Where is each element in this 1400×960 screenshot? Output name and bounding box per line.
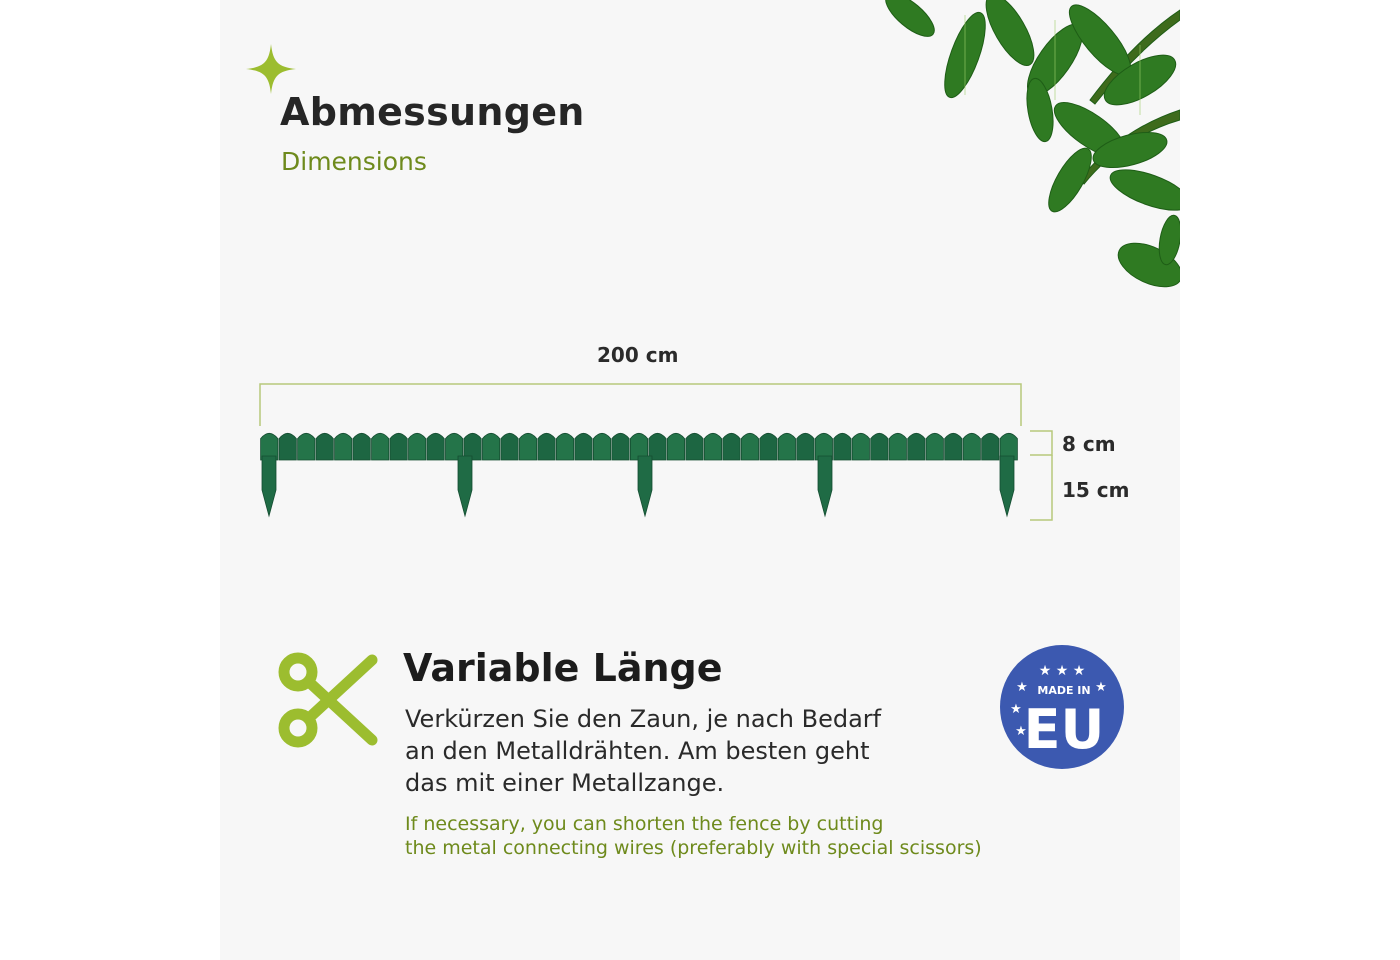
fence-stake xyxy=(262,456,276,516)
fence-picket xyxy=(519,433,536,460)
fence-picket xyxy=(926,433,943,460)
fence-picket xyxy=(778,433,795,460)
fence-picket xyxy=(612,433,629,460)
fence-picket xyxy=(575,433,592,460)
fence-picket xyxy=(963,433,980,460)
fence-picket xyxy=(372,433,389,460)
width-label: 200 cm xyxy=(597,343,679,367)
height-stake-label: 15 cm xyxy=(1062,478,1130,502)
fence-picket xyxy=(390,433,407,460)
svg-text:★: ★ xyxy=(1016,680,1028,695)
fence-stake xyxy=(638,456,652,516)
fence-picket xyxy=(945,433,962,460)
made-in-eu-badge xyxy=(1000,645,1124,769)
feature-description-de-line: an den Metalldrähten. Am besten geht xyxy=(405,737,870,765)
fence-picket xyxy=(908,433,925,460)
feature-description-de-line: das mit einer Metallzange. xyxy=(405,769,725,797)
fence-picket xyxy=(741,433,758,460)
badge-line1: MADE IN xyxy=(1037,684,1091,697)
fence-stake xyxy=(818,456,832,516)
fence xyxy=(261,433,1018,516)
svg-text:★ ★ ★: ★ ★ ★ xyxy=(1038,663,1086,679)
page-subtitle: Dimensions xyxy=(281,147,427,176)
svg-text:★: ★ xyxy=(1095,680,1107,695)
fence-picket xyxy=(593,433,610,460)
svg-text:★: ★ xyxy=(1010,702,1022,717)
fence-picket xyxy=(501,433,518,460)
fence-picket xyxy=(723,433,740,460)
fence-picket xyxy=(298,433,315,460)
feature-description-en-line: If necessary, you can shorten the fence by cutting xyxy=(405,813,884,835)
fence-picket xyxy=(482,433,499,460)
fence-picket xyxy=(797,433,814,460)
fence-dimension-diagram xyxy=(250,370,1070,540)
feature-description-en-line: the metal connecting wires (preferably with special scissors) xyxy=(405,837,982,859)
fence-picket xyxy=(704,433,721,460)
scissors-icon xyxy=(276,650,380,750)
fence-picket xyxy=(834,433,851,460)
plant-leaves xyxy=(850,0,1180,300)
fence-picket xyxy=(279,433,296,460)
feature-description-de xyxy=(405,703,945,799)
feature-title: Variable Länge xyxy=(403,646,723,690)
fence-picket xyxy=(538,433,555,460)
sparkle-icon xyxy=(246,44,296,94)
page-title: Abmessungen xyxy=(280,90,585,134)
fence-picket xyxy=(686,433,703,460)
fence-picket xyxy=(852,433,869,460)
fence-picket xyxy=(760,433,777,460)
fence-picket xyxy=(982,433,999,460)
fence-picket xyxy=(335,433,352,460)
fence-picket xyxy=(667,433,684,460)
fence-picket xyxy=(427,433,444,460)
badge-line2: EU xyxy=(1023,698,1105,761)
fence-picket xyxy=(871,433,888,460)
fence-picket xyxy=(353,433,370,460)
fence-picket xyxy=(316,433,333,460)
fence-stake xyxy=(1000,456,1014,516)
fence-picket xyxy=(409,433,426,460)
svg-text:★: ★ xyxy=(1015,724,1027,739)
feature-description-en xyxy=(405,812,1025,860)
fence-picket xyxy=(556,433,573,460)
fence-stake xyxy=(458,456,472,516)
feature-description-de-line: Verkürzen Sie den Zaun, je nach Bedarf xyxy=(405,705,882,733)
fence-picket xyxy=(889,433,906,460)
height-top-label: 8 cm xyxy=(1062,432,1116,456)
